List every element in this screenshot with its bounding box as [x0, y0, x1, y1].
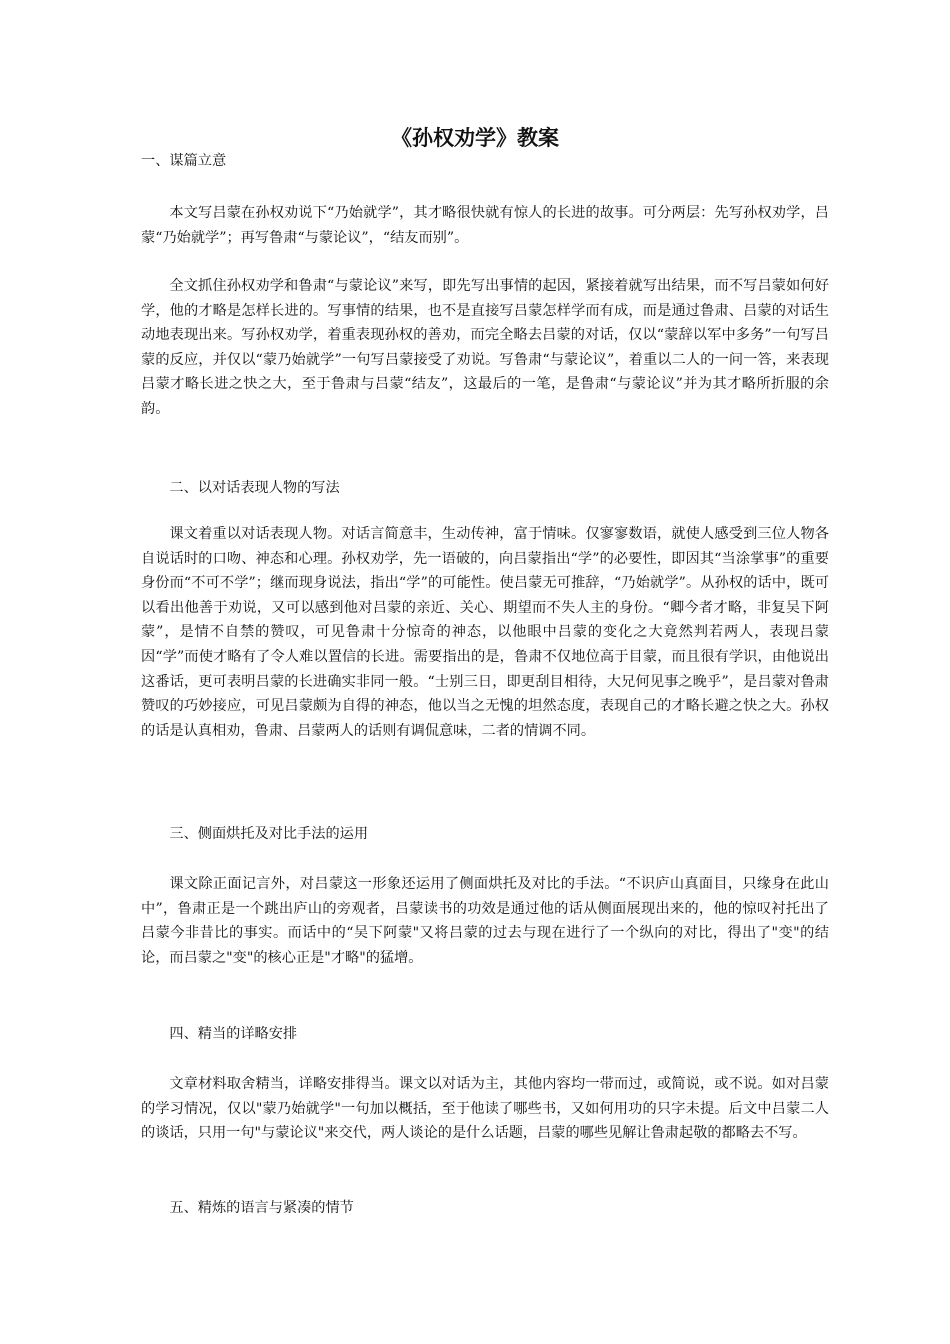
section-heading-4: 四、精当的详略安排: [169, 1026, 298, 1042]
document-title: 《孙权劝学》教案: [391, 126, 559, 150]
section-1-paragraph-2: 全文抓住孙权劝学和鲁肃“与蒙论议”来写，即先写出事情的起因，紧接着就写出结果，而不写吕蒙如何好学，他的才略是怎样长进的。写事情的结果，也不是直接写吕蒙怎样学而有成，而是通过鲁肃、吕蒙的对话生动地表现出来。写孙权劝学，着重表现孙权的善劝，而完全略去吕蒙的对话，仅以“蒙辞以军中多务”一句写吕蒙的反应，并仅以“蒙乃始就学”一句写吕蒙接受了劝说。写鲁肃“与蒙论议”，着重以二人的一问一答，来表现吕蒙才略长进之快之大，至于鲁肃与吕蒙“结友”，这最后的一笔，是鲁肃“与蒙论议”并为其才略所折服的余韵。: [141, 278, 829, 417]
section-heading-3: 三、侧面烘托及对比手法的运用: [169, 826, 369, 842]
section-heading-5: 五、精炼的语言与紧凑的情节: [169, 1200, 354, 1216]
section-1-paragraph-1: 本文写吕蒙在孙权劝说下“乃始就学”，其才略很快就有惊人的长进的故事。可分两层：先写孙权劝学，吕蒙“乃始就学”；再写鲁肃“与蒙论议”，“结友而别”。: [141, 205, 829, 246]
section-2-paragraph-1: 课文着重以对话表现人物。对话言简意丰，生动传神，富于情味。仅寥寥数语，就使人感受到三位人物各自说话时的口吻、神态和心理。孙权劝学，先一语破的，向吕蒙指出“学”的必要性，即因其“当涂掌事”的重要身份而“不可不学”；继而现身说法，指出“学”的可能性。使吕蒙无可推辞，“乃始就学”。从孙权的话中，既可以看出他善于劝说，又可以感到他对吕蒙的亲近、关心、期望而不失人主的身份。“卿今者才略，非复吴下阿蒙”，是情不自禁的赞叹，可见鲁肃十分惊奇的神态，以他眼中吕蒙的变化之大竟然判若两人，表现吕蒙因“学”而使才略有了令人难以置信的长进。需要指出的是，鲁肃不仅地位高于目蒙，而且很有学识，由他说出这番话，更可表明吕蒙的长进确实非同一般。“士别三日，即更刮目相待，大兄何见事之晚乎”，是吕蒙对鲁肃赞叹的巧妙接应，可见吕蒙颇为自得的神态，他以当之无愧的坦然态度，表现自己的才略长避之快之大。孙权的话是认真相劝，鲁肃、吕蒙两人的话则有调侃意味，二者的情调不同。: [141, 526, 829, 739]
section-heading-1: 一、谋篇立意: [141, 153, 227, 169]
section-3-paragraph-1: 课文除正面记言外，对吕蒙这一形象还运用了侧面烘托及对比的手法。“不识庐山真面目，只缘身在此山中”，鲁肃正是一个跳出庐山的旁观者，吕蒙读书的功效是通过他的话从侧面展现出来的，他的惊叹衬托出了吕蒙今非昔比的事实。而话中的“吴下阿蒙"又将吕蒙的过去与现在进行了一个纵向的对比，得出了"变"的结论，而吕蒙之"变"的核心正是"才略"的猛增。: [141, 876, 829, 966]
section-4-paragraph-1: 文章材料取舍精当，详略安排得当。课文以对话为主，其他内容均一带而过，或简说，或不说。如对吕蒙的学习情况，仅以"蒙乃始就学"一句加以概括，至于他读了哪些书，又如何用功的只字未提。后文中吕蒙二人的谈话，只用一句"与蒙论议"来交代，两人谈论的是什么话题，吕蒙的哪些见解让鲁肃起敬的都略去不写。: [141, 1076, 829, 1142]
section-heading-2: 二、以对话表现人物的写法: [169, 480, 340, 496]
